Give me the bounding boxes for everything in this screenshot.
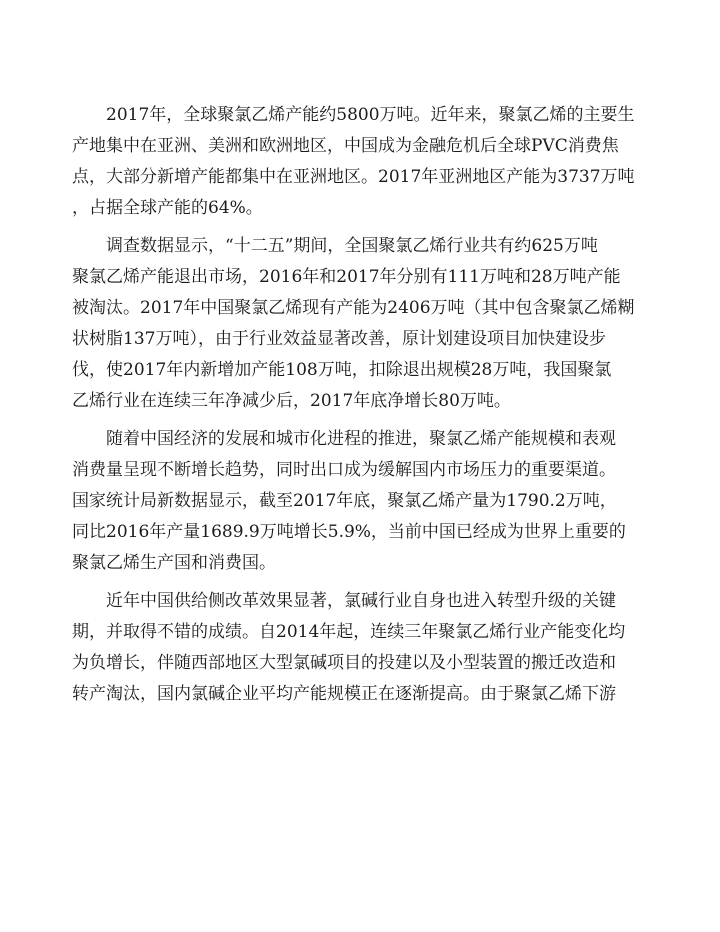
text-line: 聚氯乙烯生产国和消费国。 [72, 553, 276, 573]
text-line: 产地集中在亚洲、美洲和欧洲地区，中国成为金融危机后全球PVC消费焦 [72, 136, 619, 156]
paragraph-production-consumption [72, 424, 656, 579]
text-line: 转产淘汰，国内氯碱企业平均产能规模正在逐渐提高。由于聚氯乙烯下游 [72, 684, 616, 704]
text-line: 被淘汰。2017年中国聚氯乙烯现有产能为2406万吨（其中包含聚氯乙烯糊 [72, 298, 635, 318]
text-line: 2017年，全球聚氯乙烯产能约5800万吨。近年来，聚氯乙烯的主要生 [106, 105, 635, 125]
paragraph-global-capacity [72, 100, 656, 224]
text-line: 点，大部分新增产能都集中在亚洲地区。2017年亚洲地区产能为3737万吨 [72, 167, 635, 187]
paragraph-china-capacity [72, 231, 656, 417]
text-line: ，占据全球产能的64%。 [72, 198, 263, 218]
document-body [72, 100, 656, 717]
text-line: 乙烯行业在连续三年净减少后，2017年底净增长80万吨。 [72, 391, 511, 411]
text-line: 聚氯乙烯产能退出市场，2016年和2017年分别有111万吨和28万吨产能 [72, 267, 621, 287]
text-line: 状树脂137万吨），由于行业效益显著改善，原计划建设项目加快建设步 [72, 329, 606, 349]
text-line: 伐，使2017年内新增加产能108万吨，扣除退出规模28万吨，我国聚氯 [72, 360, 612, 380]
text-line: 国家统计局新数据显示，截至2017年底，聚氯乙烯产量为1790.2万吨， [72, 491, 617, 511]
text-line: 为负增长，伴随西部地区大型氯碱项目的投建以及小型装置的搬迁改造和 [72, 653, 616, 673]
text-line: 近年中国供给侧改革效果显著，氯碱行业自身也进入转型升级的关键 [106, 591, 616, 611]
text-line: 调查数据显示，“十二五”期间，全国聚氯乙烯行业共有约625万吨 [106, 236, 598, 256]
paragraph-supply-side-reform [72, 586, 656, 710]
text-line: 同比2016年产量1689.9万吨增长5.9%，当前中国已经成为世界上重要的 [72, 522, 626, 542]
text-line: 随着中国经济的发展和城市化进程的推进，聚氯乙烯产能规模和表观 [106, 429, 616, 449]
text-line: 消费量呈现不断增长趋势，同时出口成为缓解国内市场压力的重要渠道。 [72, 460, 616, 480]
text-line: 期，并取得不错的成绩。自2014年起，连续三年聚氯乙烯行业产能变化均 [72, 622, 626, 642]
